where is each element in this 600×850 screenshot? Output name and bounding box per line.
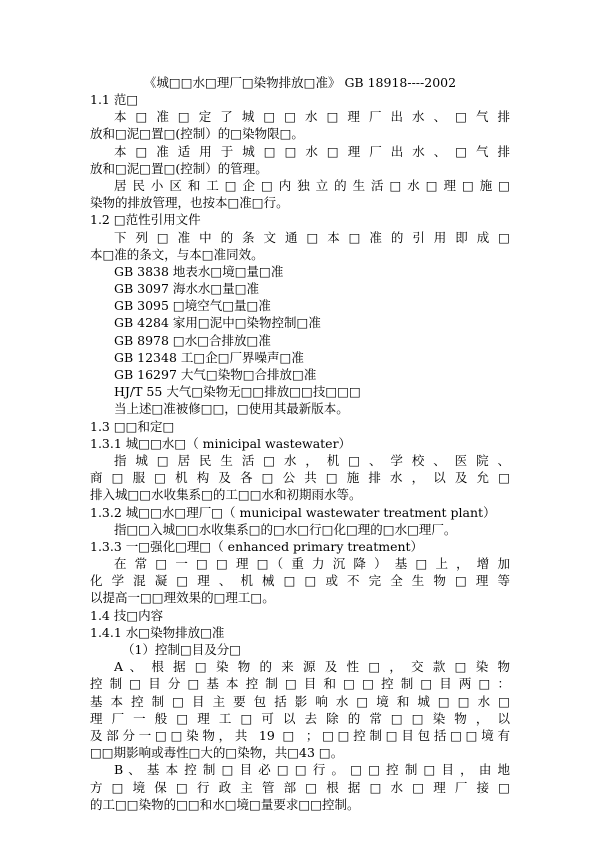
- text-line: GB 3097 海水水□量□准: [114, 281, 260, 297]
- text-line: 当上述□准被修□□，□使用其最新版本。: [114, 401, 349, 417]
- text-line: 商 □ 服 □ 机 构 及 各 □ 公 共 □ 施 排 水 ， 以 及 允 □: [90, 470, 510, 486]
- text-line: 1.2 □范性引用文件: [90, 212, 201, 228]
- document-body: [90, 91, 510, 813]
- text-line: 的工□□染物的□□和水□境□量要求□□控制。: [90, 796, 360, 812]
- text-line: 以提高一□□理效果的□理工□。: [90, 590, 275, 606]
- text-line: 基 本 控 制 □ 目 主 要 包 括 影 响 水 □ 境 和 城 □ □ 水 □: [90, 693, 510, 709]
- text-line: □□期影响或毒性□大的□染物，共□43 □。: [90, 745, 344, 761]
- text-line: HJ/T 55 大气□染物无□□排放□□技□□□: [114, 384, 361, 400]
- text-line: 排入城□□水收集系□的工□□水和初期雨水等。: [90, 487, 362, 503]
- text-line: GB 3095 □境空气□量□准: [114, 298, 271, 314]
- document-title: 《城□□水□理厂□染物排放□准》 GB 18918----2002: [143, 75, 457, 90]
- text-line: 染物的排放管理，也按本□准□行。: [90, 195, 289, 211]
- text-line: GB 4284 家用□泥中□染物控制□准: [114, 315, 321, 331]
- text-line: 化 学 混 凝 □ 理 、 机 械 □ □ 或 不 完 全 生 物 □ 理 等: [90, 573, 510, 589]
- text-line: GB 16297 大气□染物□合排放□准: [114, 367, 317, 382]
- text-line: 控 制 □ 目 分 □ 基 本 控 制 □ 目 和 □ □ 控 制 □ 目 两 □ ：: [90, 676, 510, 692]
- text-line: B 、 基 本 控 制 □ 目 必 □ □ 行 。 □ □ 控 制 □ 目 ， 由 地: [114, 762, 510, 778]
- text-line: 放和□泥□置□(控制）的管理。: [90, 160, 268, 176]
- text-line: 本 □ 准 □ 定 了 城 □ □ 水 □ 理 厂 出 水 、 □ 气 排: [114, 109, 510, 125]
- text-line: 1.1 范□: [90, 92, 139, 107]
- text-line: 1.4.1 水□染物排放□准: [90, 624, 225, 640]
- text-line: 在 常 □ 一 □ □ 理 □（ 重 力 沉 降 ） 基 □ 上 ， 增 加: [114, 556, 510, 572]
- text-line: 及部分一□□染物，共 19 □ ；□□控制□目包括□□境有: [90, 727, 510, 743]
- text-line: 本□准的条文，与本□准同效。: [90, 246, 264, 262]
- text-line: 指 城 □ 居 民 生 活 □ 水 ， 机 □ 、 学 校 、 医 院 、: [114, 452, 510, 468]
- text-line: GB 12348 工□企□厂界噪声□准: [114, 349, 304, 365]
- text-line: 方 □ 境 保 □ 行 政 主 管 部 □ 根 据 □ 水 □ 理 厂 接 □: [90, 779, 510, 795]
- text-line: 1.3.3 一□强化□理□（ enhanced primary treatment）: [90, 538, 424, 554]
- text-line: GB 8978 □水□合排放□准: [114, 332, 271, 348]
- text-line: 1.3.1 城□□水□（ minicipal wastewater）: [90, 435, 352, 451]
- text-line: 1.4 技□内容: [90, 607, 164, 623]
- text-line: 下 列 □ 准 中 的 条 文 通 □ 本 □ 准 的 引 用 即 成 □: [114, 229, 510, 245]
- text-line: GB 3838 地表水□境□量□准: [114, 263, 284, 279]
- text-line: 1.3.2 城□□水□理厂□（ municipal wastewater treatment plant）: [90, 504, 496, 520]
- text-line: 本 □ 准 适 用 于 城 □ □ 水 □ 理 厂 出 水 、 □ 气 排: [114, 143, 510, 159]
- text-line: A 、 根 据 □ 染 物 的 来 源 及 性 □ ， 交 款 □ 染 物: [114, 659, 510, 675]
- text-line: 理 厂 一 般 □ 理 工 □ 可 以 去 除 的 常 □ □ 染 物 ， 以: [90, 710, 510, 726]
- text-line: （1）控制□目及分□: [122, 642, 242, 657]
- text-line: 1.3 □□和定□: [90, 418, 175, 434]
- text-line: 指□□入城□□水收集系□的□水□行□化□理的□水□理厂。: [114, 521, 457, 537]
- text-line: 放和□泥□置□(控制）的□染物限□。: [90, 126, 304, 142]
- text-line: 居 民 小 区 和 工 □ 企 □ 内 独 立 的 生 活 □ 水 □ 理 □ 施 □: [114, 177, 510, 193]
